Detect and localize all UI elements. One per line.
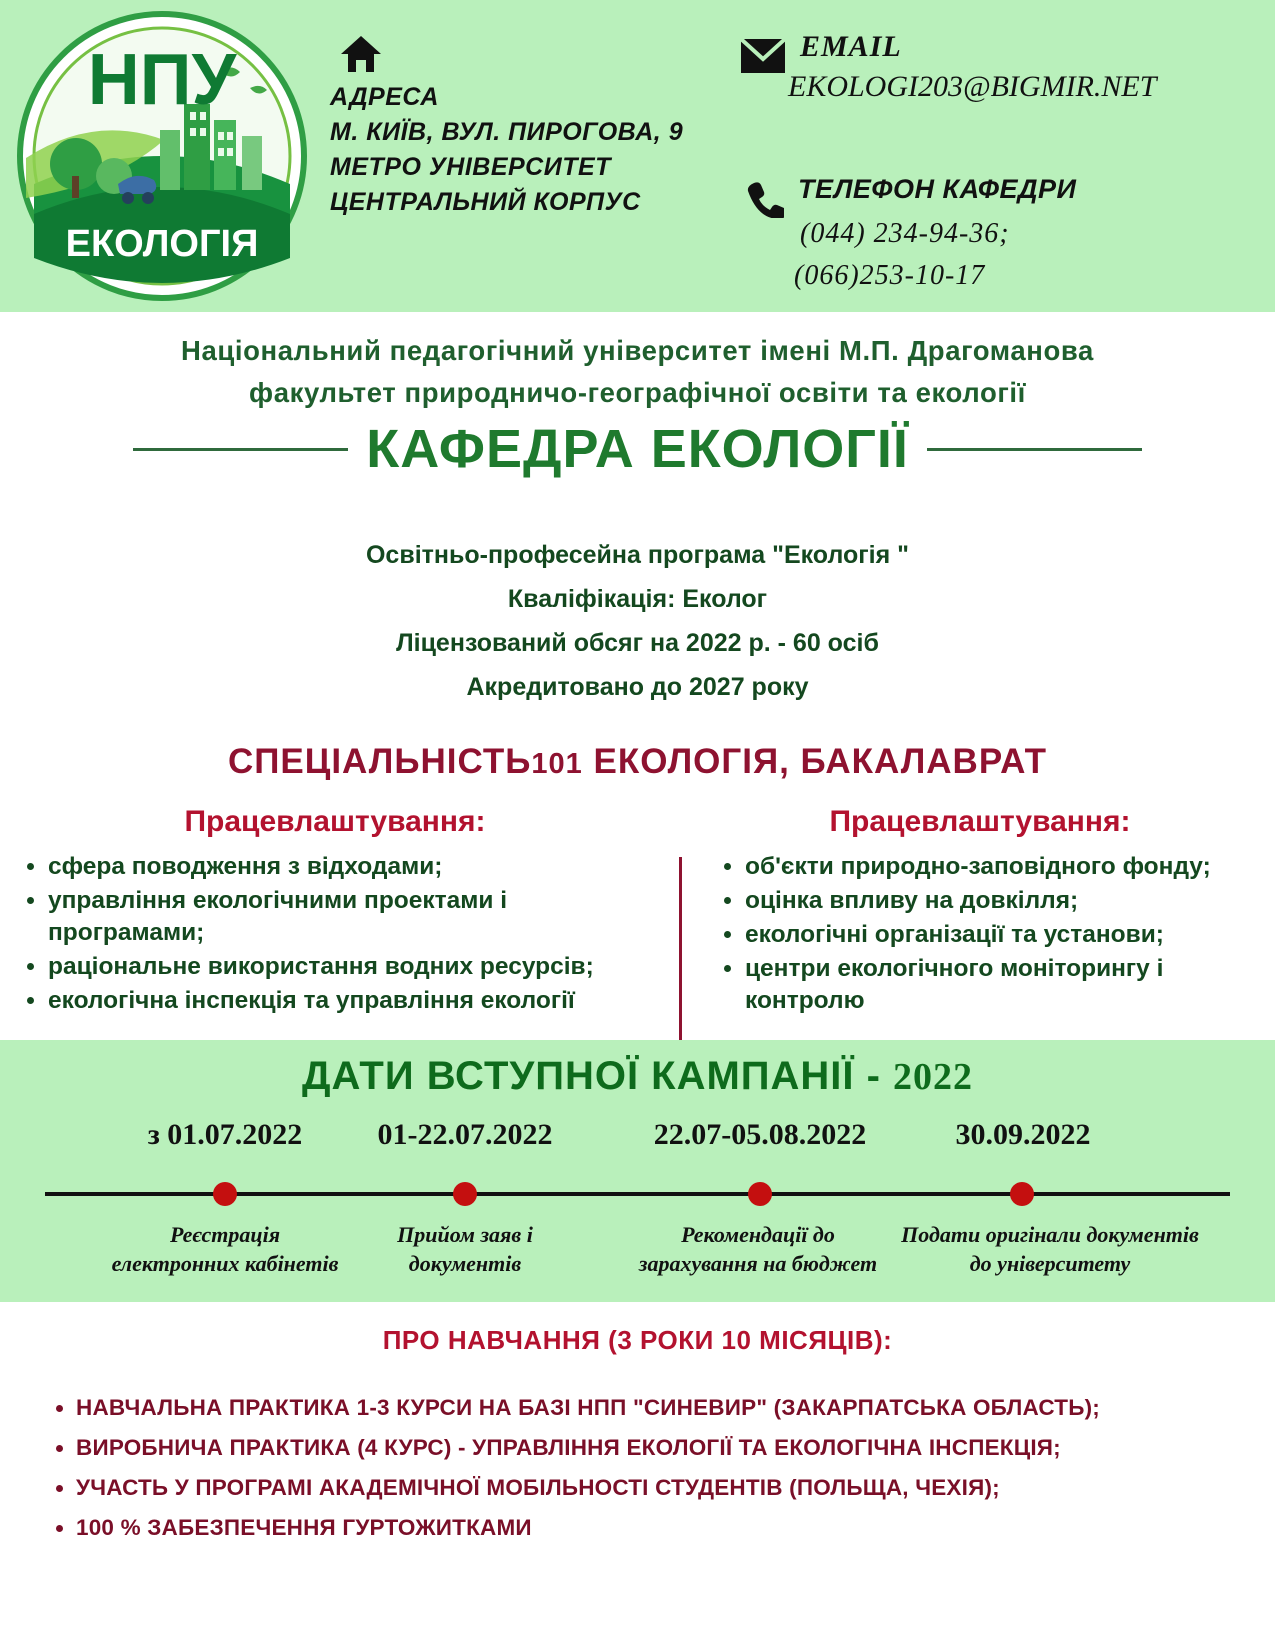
logo-word: ЕКОЛОГІЯ [65, 223, 259, 265]
department-heading [0, 418, 1275, 480]
timeline-caption-line: Прийом заяв і [397, 1222, 533, 1247]
timeline-caption-line: електронних кабінетів [111, 1251, 339, 1276]
logo [14, 8, 310, 304]
list-item: • 100 % ЗАБЕЗПЕЧЕННЯ ГУРТОЖИТКАМИ [76, 1508, 1275, 1548]
employment-left-heading-text: Працевлаштування [184, 805, 476, 838]
timeline-caption-3 [608, 1220, 908, 1278]
rule-left [133, 448, 348, 451]
timeline-date-text: 22.07-05.08.2022 [653, 1118, 867, 1151]
phone-icon [746, 180, 784, 218]
list-item: • управління екологічними проектами і програмами; [48, 885, 660, 949]
timeline-dot-4 [1010, 1182, 1034, 1206]
campaign-title-text: ДАТИ ВСТУПНОЇ КАМПАНІЇ - [302, 1054, 893, 1098]
logo-graphic [14, 8, 310, 304]
speciality-code: 101 [531, 748, 583, 780]
list-item: • оцінка впливу на довкілля; [745, 885, 1260, 917]
phone-value-2[interactable]: (066)253-10-17 [794, 260, 986, 291]
phone-value-1[interactable]: (044) 234-94-36; [800, 218, 1010, 249]
timeline-date-2 [355, 1118, 575, 1152]
list-item: • УЧАСТЬ У ПРОГРАМІ АКАДЕМІЧНОЇ МОБІЛЬНОСТІ СТУДЕНТІВ (ПОЛЬЩА, ЧЕХІЯ); [76, 1468, 1275, 1508]
university-title [0, 330, 1275, 414]
timeline-caption-line: до університету [969, 1251, 1131, 1276]
program-line-3: Ліцензований обсяг на 2022 р. - 60 осіб [396, 629, 879, 657]
address-line-1: М. КИЇВ, ВУЛ. ПИРОГОВА, 9 [330, 118, 684, 146]
timeline-date-text: 01-22.07.2022 [377, 1118, 553, 1151]
timeline-date-text: з 01.07.2022 [147, 1118, 303, 1151]
list-item: • екологічні організації та установи; [745, 919, 1260, 951]
speciality-prefix: СПЕЦІАЛЬНІСТЬ [227, 742, 532, 781]
column-divider [679, 857, 682, 1047]
program-info [0, 533, 1275, 709]
university-line-1: Національний педагогічний університет імені М.П. Драгоманова [181, 335, 1094, 366]
list-item: • раціональне використання водних ресурсів; [48, 951, 660, 983]
email-label: EMAIL [800, 30, 902, 63]
timeline-caption-line: Реєстрація [169, 1222, 281, 1247]
home-icon [340, 34, 382, 74]
timeline-caption-2 [345, 1220, 585, 1278]
timeline-date-1 [115, 1118, 335, 1152]
timeline-dot-3 [748, 1182, 772, 1206]
timeline-dot-2 [453, 1182, 477, 1206]
rule-right [927, 448, 1142, 451]
address-line-2: МЕТРО УНІВЕРСИТЕТ [330, 153, 611, 181]
timeline-caption-1 [80, 1220, 370, 1278]
campaign-banner [0, 1040, 1275, 1302]
timeline-date-text: 30.09.2022 [955, 1118, 1091, 1151]
employment-left-colon: : [475, 805, 486, 838]
logo-acronym: НПУ [87, 40, 237, 120]
program-line-1: Освітньо-професейна програма "Екологія " [365, 541, 910, 569]
department-title: КАФЕДРА ЕКОЛОГІЇ [366, 419, 909, 479]
list-item: • сфера поводження з відходами; [48, 851, 660, 883]
employment-columns [0, 805, 1275, 1055]
list-item: • центри екологічного моніторингу і контролю [745, 953, 1260, 1017]
list-item: • НАВЧАЛЬНА ПРАКТИКА 1-3 КУРСИ НА БАЗІ НПП "СИНЕВИР" (ЗАКАРПАТСЬКА ОБЛАСТЬ); [76, 1388, 1275, 1428]
employment-column-right [700, 805, 1260, 1019]
phone-label: ТЕЛЕФОН КАФЕДРИ [798, 174, 1077, 204]
campaign-title [0, 1054, 1275, 1099]
program-line-4: Акредитовано до 2027 року [466, 673, 809, 701]
envelope-icon [740, 38, 786, 74]
timeline-caption-line: зарахування на бюджет [638, 1251, 878, 1276]
employment-right-list [700, 851, 1260, 1017]
contact-header [0, 0, 1275, 312]
program-line-2: Кваліфікація: Еколог [507, 585, 768, 613]
timeline-caption-line: Подати оригінали документів [901, 1222, 1199, 1247]
campaign-year: 2022 [893, 1056, 973, 1098]
timeline-date-4 [918, 1118, 1128, 1152]
timeline-caption-line: документів [408, 1251, 522, 1276]
list-item: • ВИРОБНИЧА ПРАКТИКА (4 КУРС) - УПРАВЛІННЯ ЕКОЛОГІЇ ТА ЕКОЛОГІЧНА ІНСПЕКЦІЯ; [76, 1428, 1275, 1468]
employment-left-heading [10, 805, 660, 839]
address-label: АДРЕСА [330, 83, 439, 111]
employment-left-list [10, 851, 660, 1017]
list-item: • об'єкти природно-заповідного фонду; [745, 851, 1260, 883]
about-list [38, 1388, 1275, 1548]
email-value[interactable]: EKOLOGI203@BIGMIR.NET [788, 70, 1157, 103]
about-heading: ПРО НАВЧАННЯ (3 РОКИ 10 МІСЯЦІВ): [382, 1325, 893, 1355]
employment-column-left [10, 805, 660, 1019]
speciality-heading [0, 742, 1275, 782]
timeline-date-3 [640, 1118, 880, 1152]
employment-right-heading [700, 805, 1260, 839]
university-line-2: факультет природничо-географічної освіти та екології [249, 377, 1026, 408]
timeline-caption-line: Рекомендації до [681, 1222, 835, 1247]
timeline-dot-1 [213, 1182, 237, 1206]
speciality-suffix: ЕКОЛОГІЯ, БАКАЛАВРАТ [582, 742, 1048, 781]
list-item: • екологічна інспекція та управління екології [48, 985, 660, 1017]
employment-right-colon: : [1120, 805, 1131, 838]
address-line-3: ЦЕНТРАЛЬНИЙ КОРПУС [330, 188, 641, 216]
timeline-caption-4 [880, 1220, 1220, 1278]
employment-right-heading-text: Працевлаштування [829, 805, 1121, 838]
